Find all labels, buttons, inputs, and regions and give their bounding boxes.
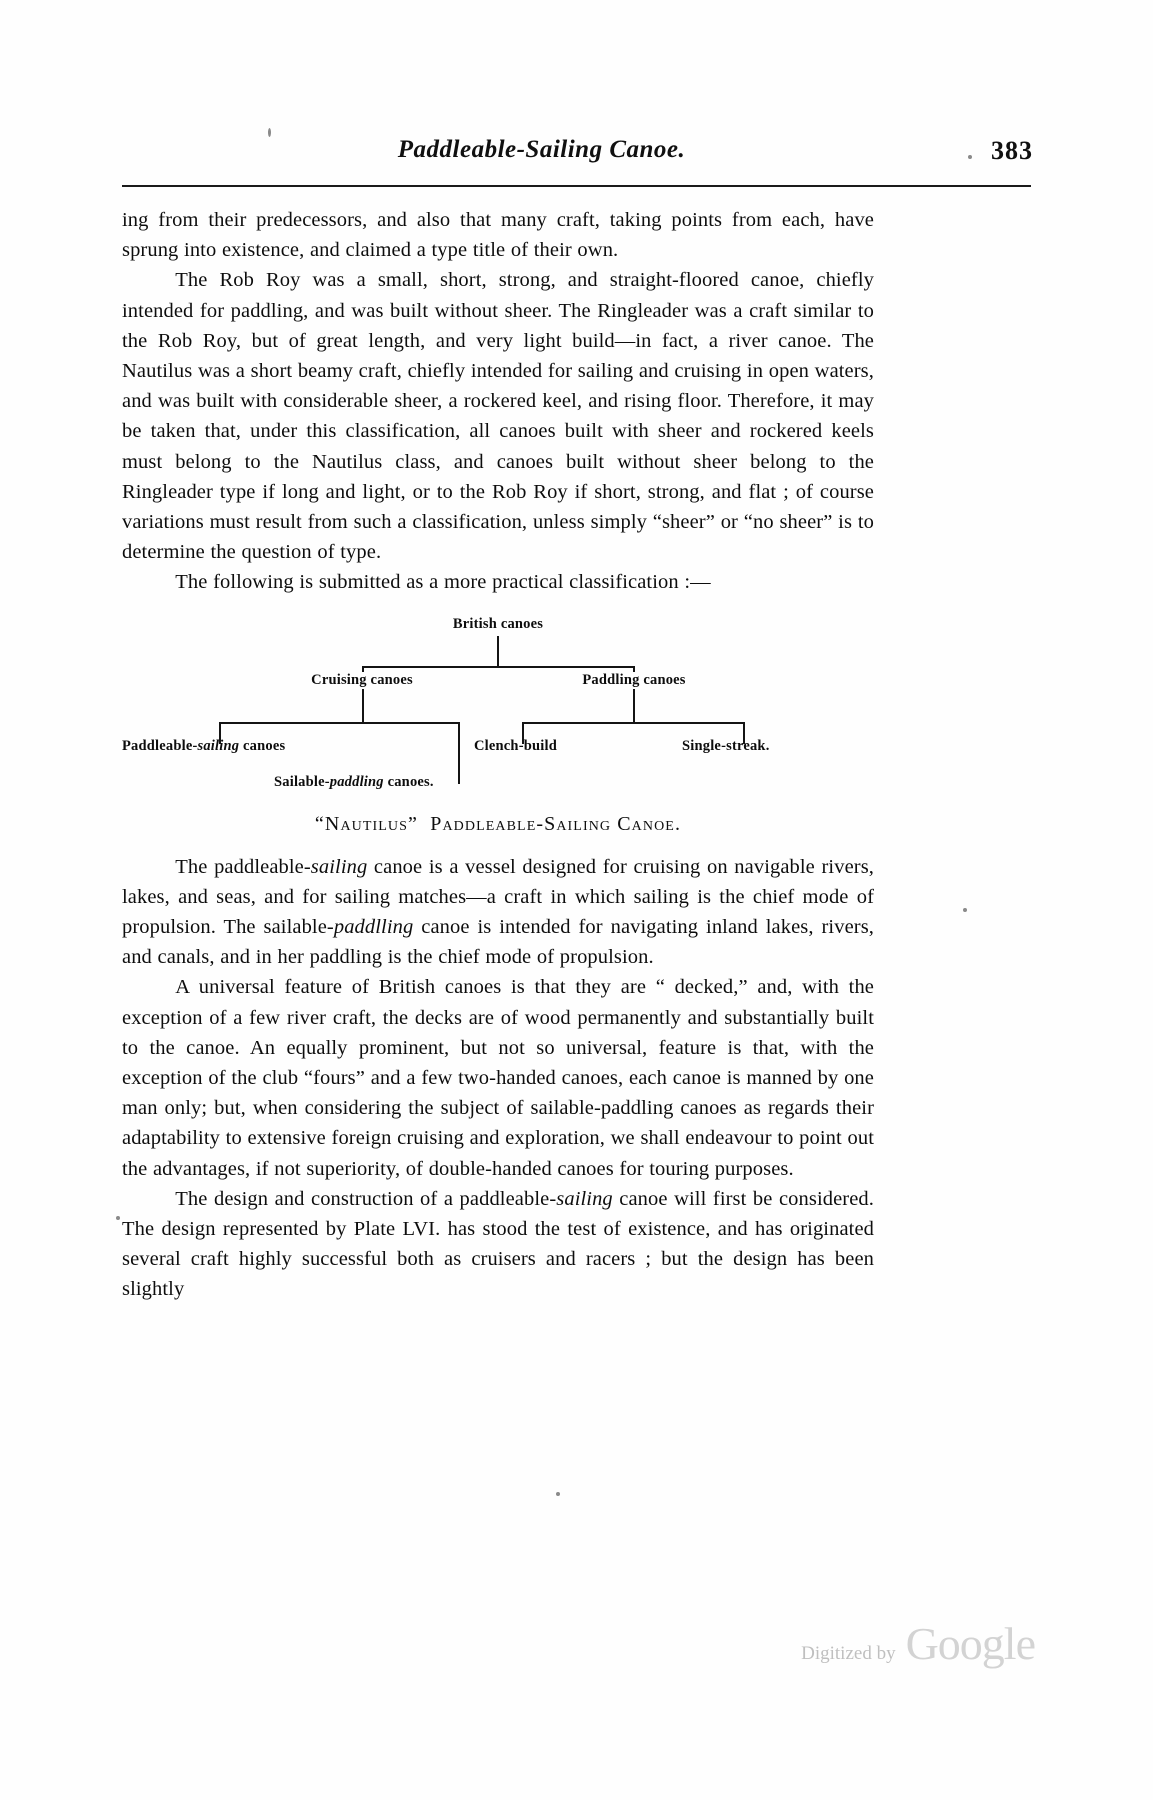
paragraph-text: A universal feature of British canoes is that they are “ decked,” and, with the exception of a few river craft, the decks are of wood permanently and substantially built to the canoe. An equally prominent, but not so universal, feature is that, with the exception of the club “fours” and a few two-handed canoes, each canoe is manned by one man only; but, when considering the subject of sailable-paddling canoes as regards their adaptability to extensive foreign cruising and exploration, we shall endeavour to point out the advantages, if not superiority, of double-handed canoes for touring purposes. (122, 976, 874, 1180)
heading-nautilus: Nautilus (324, 812, 409, 835)
tree-leaf-emphasis: sailing (197, 737, 240, 754)
tree-leaf-label-tail: canoes (239, 737, 286, 754)
heading-quote-open: “ (314, 812, 325, 835)
paragraph-definition (122, 852, 874, 973)
paragraph-text: The design and construction of a paddleable- (175, 1187, 557, 1210)
scan-speck (963, 908, 967, 912)
paragraph-universal-feature (122, 972, 874, 1183)
header-rule (122, 185, 1031, 187)
paragraph-emphasis-2: paddlling (333, 916, 414, 939)
paragraph-emphasis: sailing (310, 855, 368, 878)
tree-leaf-label-tail: canoes. (383, 773, 434, 790)
tree-connector-cruising-down (362, 692, 364, 722)
paragraph-text-2: canoe will first be considered. The design represented by Plate LVI. has stood the test of existence, and has originated several craft highly successful both as cruisers and racers ; but the design has been slightly (122, 1187, 874, 1301)
paragraph-text-2: canoe is a vessel designed for cruising on navigable rivers, lakes, and seas, and for sailing matches—a craft in which sailing is the chief mode of propulsion. The sailable- (122, 855, 874, 939)
paragraph-emphasis: sailing (556, 1187, 613, 1210)
heading-quote-close: ” (408, 812, 419, 835)
tree-leaf-label: Sailable- (274, 773, 330, 790)
classification-tree (122, 610, 874, 795)
text-column (122, 205, 874, 1305)
tree-node-cruising: Cruising canoes (307, 672, 417, 689)
tree-connector-level2-right (522, 722, 744, 724)
page-number: 383 (991, 136, 1033, 165)
tree-node-paddling: Paddling canoes (578, 672, 689, 689)
digitized-by-label: Digitized by (801, 1643, 896, 1664)
paragraph-rob-roy (122, 265, 874, 567)
paragraph-design (122, 1184, 874, 1305)
tree-leaf-sailable-paddling (274, 774, 434, 791)
running-head-title: Paddleable-Sailing Canoe. (397, 136, 686, 163)
paragraph-text: The Rob Roy was a small, short, strong, and straight-floored canoe, chiefly intended for paddling, and was built without sheer. The Ringleader was a craft similar to the Rob Roy, but of great length, and very light build—in fact, a river canoe. The Nautilus was a short beamy craft, chiefly intended for sailing and cruising in open waters, and was built with considerable sheer, a rockered keel, and rising floor. Therefore, it may be taken that, under this classification, all canoes built with sheer and rockered keels must belong to the Nautilus class, and canoes built without sheer belong to the Ringleader type if long and light, or to the Rob Roy if short, strong, and flat ; of course variations must result from such a classification, unless simply “sheer” or “no sheer” is to determine the question of type. (122, 269, 874, 564)
tree-leaf-clench-build: Clench-build (474, 737, 557, 754)
tree-leaf-paddleable-sailing (122, 738, 285, 755)
tree-connector-level1 (362, 666, 634, 668)
scan-speck (116, 1216, 120, 1220)
scan-speck (556, 1492, 560, 1496)
section-heading (122, 813, 874, 836)
tree-leaf-emphasis: paddling (329, 773, 384, 790)
paragraph-text: The following is submitted as a more practical classification :— (175, 571, 711, 594)
paragraph-classification-intro (122, 567, 874, 597)
heading-rest: Paddleable-Sailing Canoe. (430, 812, 682, 835)
scan-speck (968, 155, 972, 159)
paragraph-text: The paddleable- (175, 855, 311, 878)
tree-connector-paddling-down (633, 692, 635, 722)
tree-leaf-single-streak: Single-streak. (682, 737, 770, 754)
scan-speck (268, 128, 271, 137)
running-head (120, 136, 1033, 170)
google-wordmark: Google (905, 1618, 1035, 1669)
tree-connector-level2-left (219, 722, 459, 724)
tree-connector-leaf2 (458, 722, 460, 784)
tree-leaf-label: Paddleable- (122, 737, 198, 754)
paragraph-text: ing from their predecessors, and also that many craft, taking points from each, have sprung into existence, and claimed a type title of their own. (122, 209, 874, 262)
digitized-by-google-watermark (801, 1617, 1035, 1670)
paragraph-text-3: canoe is intended for navigating inland lakes, rivers, and canals, and in her paddling is the chief mode of propulsion. (122, 916, 875, 969)
tree-connector-root (497, 636, 499, 666)
tree-node-root: British canoes (452, 615, 544, 632)
paragraph-continuation (122, 205, 874, 265)
